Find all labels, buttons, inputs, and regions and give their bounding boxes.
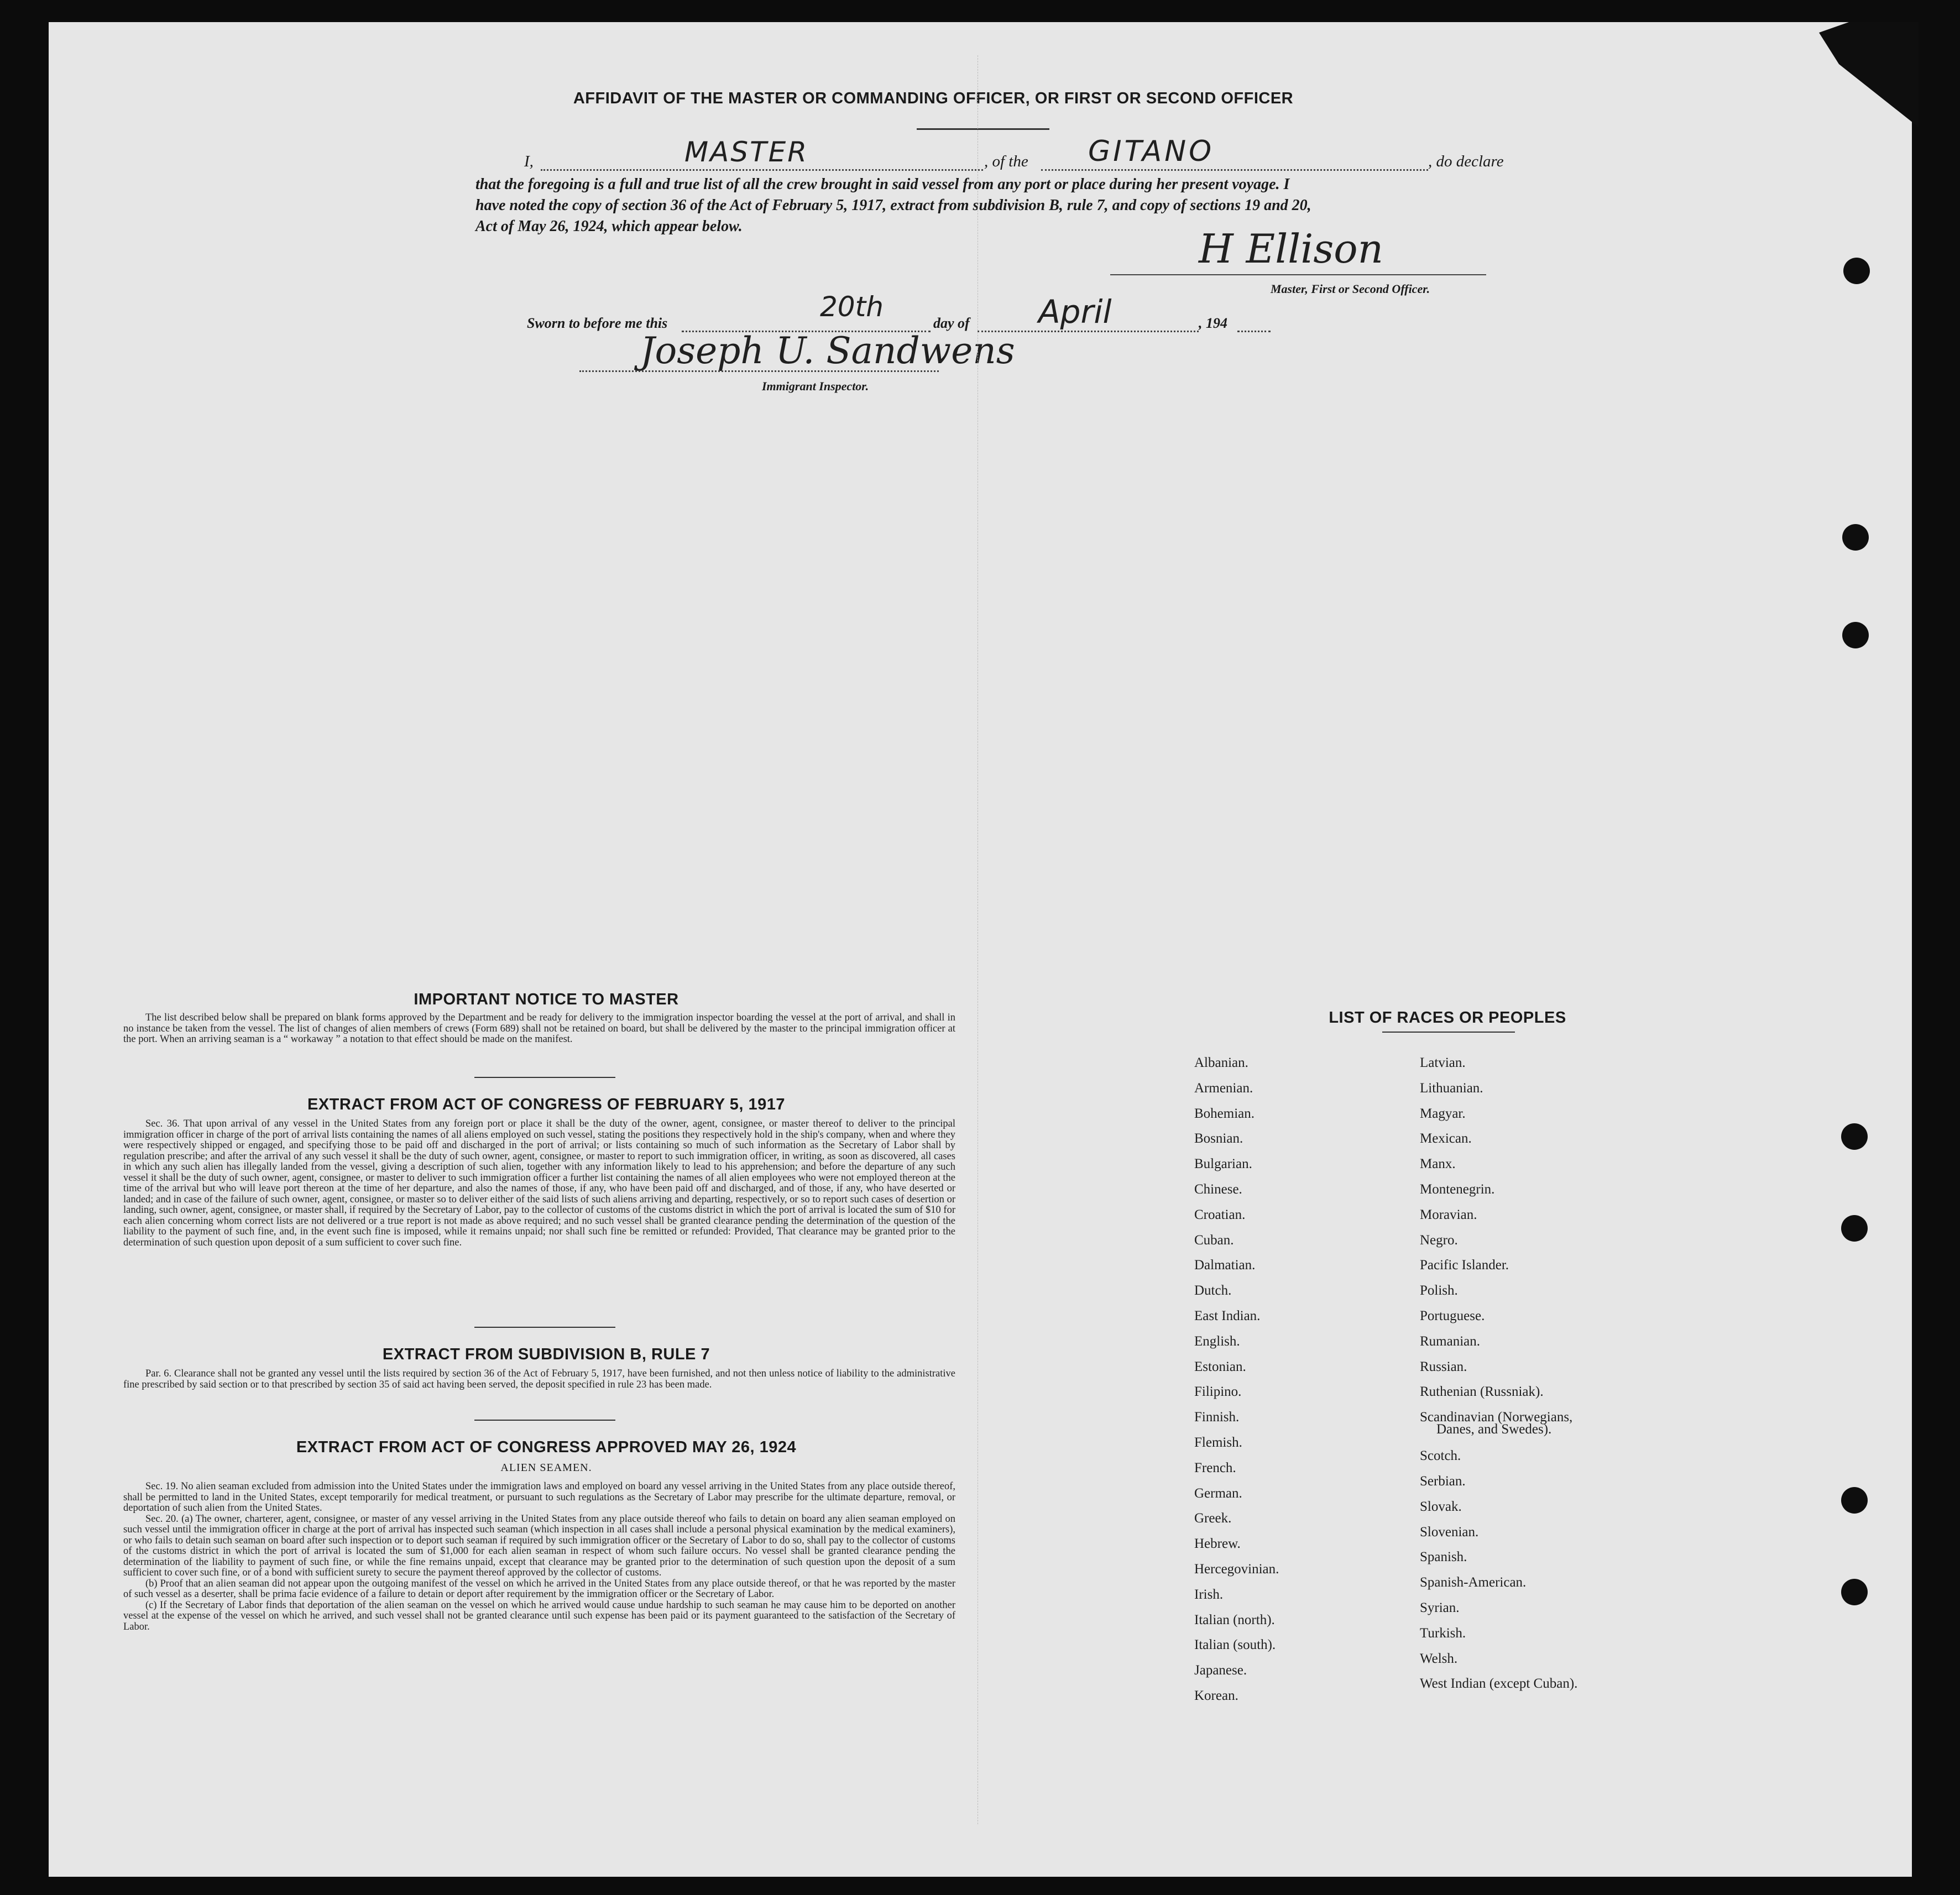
race-item: Polish. bbox=[1420, 1283, 1458, 1299]
race-item: Bosnian. bbox=[1194, 1131, 1243, 1147]
race-item: Croatian. bbox=[1194, 1207, 1246, 1222]
sec20c-text: (c) If the Secretary of Labor finds that deportation of the alien seaman on the vessel on which he arrived would cause undue hardship to such seaman he may cause him to be deported on another vessel at the expense of the vessel on which he arrived, and such vessel shall not be granted clearance until such expense has been paid or its payment guaranteed to the satisfaction of the Secretary of Labor. bbox=[123, 1599, 955, 1632]
race-item: Filipino. bbox=[1194, 1384, 1242, 1400]
sworn-day: 20th bbox=[820, 291, 884, 323]
race-item: French. bbox=[1194, 1460, 1236, 1475]
binding-hole bbox=[1841, 1579, 1868, 1605]
race-item: Russian. bbox=[1420, 1359, 1467, 1374]
race-item: Pacific Islander. bbox=[1420, 1258, 1509, 1273]
sec20b-text: (b) Proof that an alien seaman did not appear upon the outgoing manifest of the vessel on which he arrived in the United States from any place outside thereof, or that he was reported by the master of such vessel as a deserter, shall be prima facie evidence of a failure to detain or deport after requirement by the immigration officer or the Secretary of Labor. bbox=[123, 1578, 955, 1600]
document-page bbox=[49, 22, 1912, 1877]
race-item: Hebrew. bbox=[1194, 1536, 1241, 1552]
race-item: Armenian. bbox=[1194, 1080, 1253, 1096]
race-item: Irish. bbox=[1194, 1587, 1224, 1602]
title-underline bbox=[917, 128, 1049, 130]
race-item: East Indian. bbox=[1194, 1308, 1261, 1323]
day-of-label: day of bbox=[933, 315, 970, 331]
race-item: Estonian. bbox=[1194, 1359, 1246, 1374]
binding-hole bbox=[1841, 1487, 1868, 1514]
race-item: Latvian. bbox=[1420, 1055, 1466, 1070]
extract-1924-title: EXTRACT FROM ACT OF CONGRESS APPROVED MAY 26, 1924 bbox=[296, 1438, 797, 1456]
signature-line bbox=[1110, 274, 1486, 275]
of-the-label: , of the bbox=[984, 153, 1028, 170]
race-item: Chinese. bbox=[1194, 1181, 1242, 1197]
race-item: Hercegovinian. bbox=[1194, 1561, 1279, 1577]
race-item: Scotch. bbox=[1420, 1448, 1461, 1464]
race-item: English. bbox=[1194, 1333, 1240, 1349]
inspector-signature: Joseph U. Sandwens bbox=[640, 329, 1015, 372]
race-item: Cuban. bbox=[1194, 1232, 1234, 1248]
race-item: Montenegrin. bbox=[1420, 1181, 1495, 1197]
divider-3 bbox=[474, 1420, 615, 1421]
race-item: Serbian. bbox=[1420, 1473, 1466, 1489]
race-item: Finnish. bbox=[1194, 1410, 1240, 1425]
inspector-blank bbox=[579, 370, 939, 372]
race-item: Bohemian. bbox=[1194, 1106, 1255, 1121]
binding-hole bbox=[1841, 1215, 1868, 1242]
race-item: Mexican. bbox=[1420, 1131, 1472, 1147]
race-item: Rumanian. bbox=[1420, 1333, 1481, 1349]
races-right-column bbox=[1420, 1050, 1577, 1697]
affidavit-line-3: have noted the copy of section 36 of the Act of February 5, 1917, extract from subdivision B, rule 7, and copy of sections 19 and 20, bbox=[475, 197, 1311, 214]
signature-caption: Master, First or Second Officer. bbox=[1271, 282, 1430, 296]
affidavit-i-label: I, bbox=[524, 153, 534, 170]
race-item: Moravian. bbox=[1420, 1207, 1477, 1222]
extract-1917-title: EXTRACT FROM ACT OF CONGRESS OF FEBRUARY 5, 1917 bbox=[307, 1096, 786, 1113]
vessel-blank bbox=[1041, 169, 1428, 171]
notice-text: The list described below shall be prepared on blank forms approved by the Department and be ready for delivery to the immigration inspector boarding the vessel at the port of arrival, and shall in no instance be taken from the vessel. The list of changes of alien members of crews (Form 689) shall not be retained on board, but shall be delivered by the master to the principal immigration officer at the port. When an arriving seaman is a “ workaway ” a notation to that effect should be made on the manifest. bbox=[123, 1012, 955, 1045]
race-item: Dutch. bbox=[1194, 1283, 1232, 1299]
rule7-text: Par. 6. Clearance shall not be granted any vessel until the lists required by section 36 of the Act of February 5, 1917, have been furnished, and not then unless notice of liability to the administrative fine prescribed by said section or to that prescribed by section 35 of said act having been served, the deposit specified in rule 23 has been made. bbox=[123, 1368, 955, 1390]
master-signature: H Ellison bbox=[1199, 226, 1383, 272]
year-prefix: , 194 bbox=[1199, 315, 1227, 331]
extract-1924-body bbox=[123, 1482, 955, 1632]
race-item: Syrian. bbox=[1420, 1600, 1460, 1615]
race-item: Korean. bbox=[1194, 1688, 1238, 1703]
extract-rule7-title: EXTRACT FROM SUBDIVISION B, RULE 7 bbox=[382, 1346, 710, 1363]
year-blank bbox=[1237, 331, 1271, 332]
affidavit-line-4: Act of May 26, 1924, which appear below. bbox=[475, 218, 743, 235]
race-item: German. bbox=[1194, 1485, 1242, 1501]
filled-vessel: GITANO bbox=[1088, 135, 1215, 168]
inspector-caption: Immigrant Inspector. bbox=[762, 379, 869, 393]
races-left-column bbox=[1194, 1050, 1279, 1709]
race-item: Magyar. bbox=[1420, 1106, 1466, 1121]
master-blank bbox=[541, 169, 983, 171]
sworn-month: April bbox=[1038, 293, 1112, 331]
notice-title: IMPORTANT NOTICE TO MASTER bbox=[414, 991, 679, 1008]
races-title: LIST OF RACES OR PEOPLES bbox=[1329, 1009, 1566, 1027]
sworn-label: Sworn to before me this bbox=[527, 315, 668, 331]
race-item: Slovak. bbox=[1420, 1499, 1462, 1514]
race-item: Albanian. bbox=[1194, 1055, 1248, 1070]
race-item: West Indian (except Cuban). bbox=[1420, 1676, 1578, 1692]
race-item: Ruthenian (Russniak). bbox=[1420, 1384, 1544, 1400]
sec20a-text: Sec. 20. (a) The owner, charterer, agent, consignee, or master of any vessel arriving in the United States from any place outside thereof who fails to detain on board any alien seaman employed on such vessel until the immigration officer in charge at the port of arrival has inspected such seaman (which inspection in all cases shall include a personal physical examination by the medical examiners), or who fails to detain such seaman on board after such inspection or to deport such seaman if required by such immigration officer or the Secretary of Labor to do so, shall pay to the collector of customs of the customs district in which the port of arrival is located the sum of $1,000 for each alien seaman in respect of whom such failure occurs. No vessel shall be granted clearance pending the determination of the liability to payment of such fine, or while the fine remains unpaid, except that clearance may be granted prior to the determination of such question upon the deposit of a sum sufficient to cover such fine, or of a bond with sufficient surety to secure the payment thereof approved by the collector of customs. bbox=[123, 1513, 955, 1578]
race-item: Lithuanian. bbox=[1420, 1080, 1483, 1096]
race-item: Spanish-American. bbox=[1420, 1575, 1527, 1590]
race-item: Flemish. bbox=[1194, 1435, 1242, 1450]
divider-2 bbox=[474, 1327, 615, 1328]
race-item: Italian (south). bbox=[1194, 1637, 1276, 1653]
race-item: Slovenian. bbox=[1420, 1524, 1479, 1540]
race-item: Negro. bbox=[1420, 1232, 1458, 1248]
binding-hole bbox=[1843, 258, 1870, 284]
race-item: Scandinavian (Norwegians, bbox=[1420, 1410, 1573, 1425]
race-item: Welsh. bbox=[1420, 1651, 1458, 1666]
race-item: Bulgarian. bbox=[1194, 1156, 1252, 1172]
affidavit-line-2: that the foregoing is a full and true list of all the crew brought in said vessel from any port or place during her present voyage. I bbox=[475, 176, 1290, 193]
section-36-text: Sec. 36. That upon arrival of any vessel in the United States from any foreign port or place it shall be the duty of the owner, agent, consignee, or master thereof to deliver to the principal immigration officer in charge of the port of arrival lists containing the names of all aliens employed on such vessel, stating the positions they respectively hold in the ship's company, when and where they were respectively shipped or engaged, and specifying those to be paid off and discharged in the port of arrival; or lists containing so much of such information as the Secretary of Labor shall by regulation prescribe; and after the arrival of any such vessel it shall be the duty of such owner, agent, consignee, or master to report to such immigration officer, in writing, as soon as discovered, all cases in which any such alien has illegally landed from the vessel, giving a description of such alien, together with any information likely to lead to his apprehension; and before the departure of any such vessel it shall be the duty of such owner, agent, consignee, or master to deliver to such immigration officer a further list containing the names of all alien employees who were not employed thereon at the time of the arrival but who will leave port thereon at the time of her departure, and also the names of those, if any, who have been paid off and discharged, and of those, if any, who have deserted or landed; and in case of the failure of such owner, agent, consignee, or master so to deliver either of the said lists of such aliens arriving and departing, respectively, or so to report such cases of desertion or landing, such owner, agent, consignee, or master shall, if required by the Secretary of Labor, pay to the collector of customs of the customs district in which the port of arrival is located the sum of $10 for each alien concerning whom correct lists are not delivered or a true report is not made as above required; and no such vessel shall be granted clearance pending the determination of the question of the liability to the payment of such fine, and, in the event such fine is imposed, while it remains unpaid; nor shall such fine be remitted or refunded: Provided, That clearance may be granted prior to the determination of such question upon deposit of a sum sufficient to cover such fine. bbox=[123, 1118, 955, 1248]
binding-hole bbox=[1842, 622, 1869, 648]
race-item: Portuguese. bbox=[1420, 1308, 1485, 1323]
divider-1 bbox=[474, 1077, 615, 1078]
binding-hole bbox=[1842, 524, 1869, 551]
extract-rule7-body bbox=[123, 1369, 955, 1390]
do-declare-label: , do declare bbox=[1428, 153, 1504, 170]
binding-hole bbox=[1841, 1123, 1868, 1150]
race-item: Turkish. bbox=[1420, 1625, 1466, 1641]
races-underline bbox=[1382, 1032, 1515, 1033]
notice-body bbox=[123, 1013, 955, 1045]
alien-seamen-subtitle: ALIEN SEAMEN. bbox=[500, 1462, 592, 1474]
race-item: Greek. bbox=[1194, 1511, 1232, 1526]
race-item: Dalmatian. bbox=[1194, 1258, 1256, 1273]
race-item: Japanese. bbox=[1194, 1663, 1247, 1678]
affidavit-title: AFFIDAVIT OF THE MASTER OR COMMANDING OFFICER, OR FIRST OR SECOND OFFICER bbox=[573, 90, 1294, 107]
race-item: Manx. bbox=[1420, 1156, 1456, 1172]
sec19-text: Sec. 19. No alien seaman excluded from admission into the United States under the immigration laws and employed on board any vessel arriving in the United States from any place outside thereof, shall be permitted to land in the United States, except temporarily for medical treatment, or pursuant to such regulations as the Secretary of Labor may prescribe for the ultimate departure, removal, or deportation of such alien from the United States. bbox=[123, 1481, 955, 1514]
race-item: Danes, and Swedes). bbox=[1436, 1422, 1552, 1437]
extract-1917-body bbox=[123, 1119, 955, 1248]
race-item: Italian (north). bbox=[1194, 1612, 1275, 1627]
filled-master: MASTER bbox=[684, 136, 808, 168]
race-item: Spanish. bbox=[1420, 1549, 1467, 1565]
